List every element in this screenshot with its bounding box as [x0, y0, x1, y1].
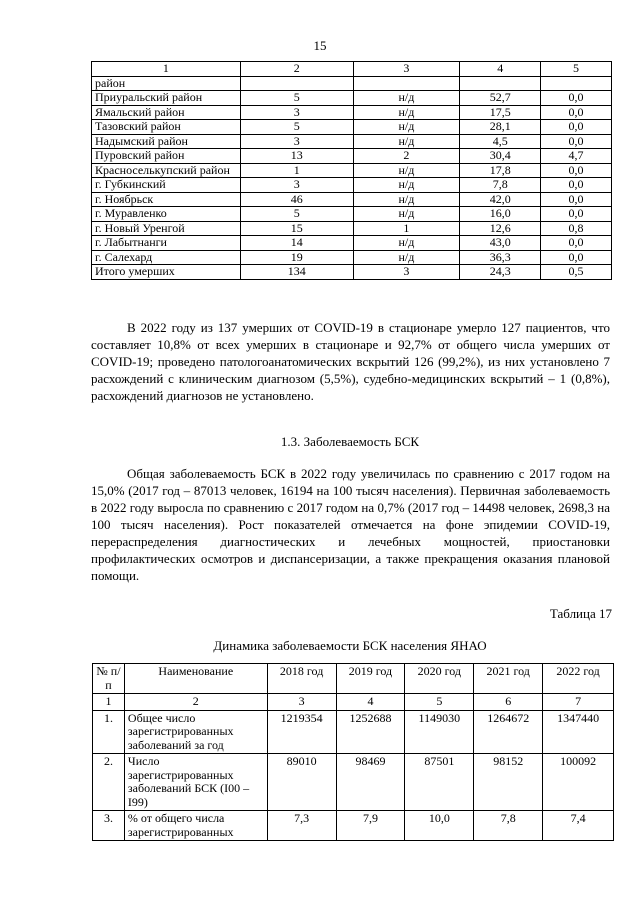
table-cell: 3	[240, 105, 353, 120]
table-header-cell: 2022 год	[543, 664, 614, 694]
section-heading: 1.3. Заболеваемость БСК	[280, 434, 420, 449]
column-number-cell: 1	[93, 694, 125, 711]
region-name-cell: Пуровский район	[92, 149, 241, 164]
table-cell: 19	[240, 250, 353, 265]
table-cell: 17,8	[460, 163, 541, 178]
table-cell: 0,0	[541, 250, 612, 265]
table-cell: 43,0	[460, 236, 541, 251]
table-header-cell: 2020 год	[405, 664, 474, 694]
table-cell: 46	[240, 192, 353, 207]
covid-mortality-paragraph	[91, 319, 610, 404]
region-name-cell: Итого умерших	[92, 265, 241, 280]
year-value-cell: 100092	[543, 754, 614, 811]
table-cell	[353, 76, 460, 91]
table-header-row	[92, 62, 612, 77]
table-cell: 5	[240, 120, 353, 135]
year-value-cell: 87501	[405, 754, 474, 811]
table-cell: 30,4	[460, 149, 541, 164]
table-cell: 24,3	[460, 265, 541, 280]
table-row	[92, 91, 612, 106]
table-cell: 16,0	[460, 207, 541, 222]
table-cell: н/д	[353, 207, 460, 222]
table-cell	[460, 76, 541, 91]
table-header-cell: 3	[353, 62, 460, 77]
table-cell: 28,1	[460, 120, 541, 135]
paragraph-text: В 2022 году из 137 умерших от COVID-19 в стационаре умерло 127 пациентов, что составляет 10,8% от всех умерших в стационаре и 92,7% от общего числа умерших от COVID-19; проведено патологоанатомических вскрытий 126 (99,2%), из них установлено 7 расхождений с клиническим диагнозом (5,5%), судебно-медицинских вскрытий – 1 (0,8%), расхождений диагнозов не установлено.	[91, 320, 610, 403]
table-cell: н/д	[353, 105, 460, 120]
table-header-cell: № п/п	[93, 664, 125, 694]
row-number-cell: 2.	[93, 754, 125, 811]
table-cell: н/д	[353, 163, 460, 178]
table-cell: 0,0	[541, 105, 612, 120]
table-row	[92, 265, 612, 280]
year-value-cell: 1347440	[543, 710, 614, 754]
column-number-cell: 2	[124, 694, 267, 711]
table-row	[93, 811, 614, 841]
region-name-cell: район	[92, 76, 241, 91]
region-name-cell: г. Салехард	[92, 250, 241, 265]
table-cell: 1	[240, 163, 353, 178]
table-row	[92, 236, 612, 251]
indicator-name-cell: Число зарегистрированных заболеваний БСК (I00 – I99)	[124, 754, 267, 811]
table-cell: 3	[353, 265, 460, 280]
table-row	[92, 250, 612, 265]
year-value-cell: 89010	[267, 754, 336, 811]
table-cell: 134	[240, 265, 353, 280]
table-cell: н/д	[353, 236, 460, 251]
table-row	[92, 149, 612, 164]
table-row	[92, 221, 612, 236]
table-cell: н/д	[353, 192, 460, 207]
table-cell: н/д	[353, 120, 460, 135]
mortality-continuation-table	[91, 61, 612, 280]
table-cell: 42,0	[460, 192, 541, 207]
table-cell: 12,6	[460, 221, 541, 236]
row-number-cell: 3.	[93, 811, 125, 841]
table-cell: 0,0	[541, 178, 612, 193]
year-value-cell: 7,9	[336, 811, 405, 841]
region-name-cell: г. Муравленко	[92, 207, 241, 222]
year-value-cell: 7,3	[267, 811, 336, 841]
table-row	[92, 120, 612, 135]
table-row	[92, 134, 612, 149]
bsk-morbidity-paragraph	[91, 465, 610, 584]
year-value-cell: 7,8	[474, 811, 543, 841]
table-column-numbers-row	[93, 694, 614, 711]
table-header-cell: 2	[240, 62, 353, 77]
table-row	[92, 192, 612, 207]
table-header-cell: 4	[460, 62, 541, 77]
region-name-cell: г. Новый Уренгой	[92, 221, 241, 236]
table-cell: 0,8	[541, 221, 612, 236]
table-row	[93, 754, 614, 811]
table-cell: 0,0	[541, 91, 612, 106]
table-row	[92, 163, 612, 178]
table-cell: 0,0	[541, 120, 612, 135]
table-label: Таблица 17	[549, 606, 612, 621]
table-cell: 13	[240, 149, 353, 164]
table-header-cell: 1	[92, 62, 241, 77]
bsk-dynamics-table	[92, 663, 614, 841]
region-name-cell: г. Губкинский	[92, 178, 241, 193]
table-cell: 0,5	[541, 265, 612, 280]
table-cell: 4,5	[460, 134, 541, 149]
column-number-cell: 3	[267, 694, 336, 711]
table-cell: 17,5	[460, 105, 541, 120]
table-cell: 14	[240, 236, 353, 251]
region-name-cell: г. Ноябрьск	[92, 192, 241, 207]
table-cell: 0,0	[541, 207, 612, 222]
table-cell: н/д	[353, 178, 460, 193]
region-name-cell: Ямальский район	[92, 105, 241, 120]
table-header-cell: Наименование	[124, 664, 267, 694]
table-cell: 3	[240, 178, 353, 193]
region-name-cell: Красноселькупский район	[92, 163, 241, 178]
paragraph-text: Общая заболеваемость БСК в 2022 году увеличилась по сравнению с 2017 годом на 15,0% (2017 год – 87013 человек, 16194 на 100 тысяч населения). Первичная заболеваемость в 2022 году выросла по сравнению с 2017 годом на 0,7% (2017 год – 14498 человек, 2698,3 на 100 тысяч населения). Рост показателей отмечается на фоне эпидемии COVID-19, перераспределения диагностических и лечебных мощностей, приостановки профилактических осмотров и диспансеризации, а также прекращения оказания плановой помощи.	[91, 466, 610, 583]
table-cell: 1	[353, 221, 460, 236]
year-value-cell: 1149030	[405, 710, 474, 754]
region-name-cell: г. Лабытнанги	[92, 236, 241, 251]
page-number: 15	[313, 38, 327, 53]
column-number-cell: 7	[543, 694, 614, 711]
table-cell: н/д	[353, 134, 460, 149]
table-cell: 0,0	[541, 134, 612, 149]
column-number-cell: 6	[474, 694, 543, 711]
table-cell: 0,0	[541, 163, 612, 178]
table-row	[92, 178, 612, 193]
indicator-name-cell: % от общего числа зарегистрированных	[124, 811, 267, 841]
region-name-cell: Надымский район	[92, 134, 241, 149]
year-value-cell: 98152	[474, 754, 543, 811]
table-row	[92, 207, 612, 222]
year-value-cell: 7,4	[543, 811, 614, 841]
table-cell: н/д	[353, 91, 460, 106]
table-header-row	[93, 664, 614, 694]
table-cell: 5	[240, 207, 353, 222]
table-cell: 3	[240, 134, 353, 149]
region-name-cell: Приуральский район	[92, 91, 241, 106]
table-cell: 4,7	[541, 149, 612, 164]
table-row	[93, 710, 614, 754]
year-value-cell: 1252688	[336, 710, 405, 754]
table-header-cell: 5	[541, 62, 612, 77]
table-cell: 7,8	[460, 178, 541, 193]
indicator-name-cell: Общее число зарегистрированных заболеваний за год	[124, 710, 267, 754]
column-number-cell: 5	[405, 694, 474, 711]
table-cell: 36,3	[460, 250, 541, 265]
table-header-cell: 2018 год	[267, 664, 336, 694]
table-cell: н/д	[353, 250, 460, 265]
year-value-cell: 10,0	[405, 811, 474, 841]
table-caption: Динамика заболеваемости БСК населения ЯНАО	[213, 638, 487, 653]
table-cell	[541, 76, 612, 91]
table-cell: 15	[240, 221, 353, 236]
table-cell: 0,0	[541, 192, 612, 207]
region-name-cell: Тазовский район	[92, 120, 241, 135]
table-cell: 52,7	[460, 91, 541, 106]
year-value-cell: 1219354	[267, 710, 336, 754]
table-row	[92, 105, 612, 120]
table-row	[92, 76, 612, 91]
year-value-cell: 1264672	[474, 710, 543, 754]
table-header-cell: 2021 год	[474, 664, 543, 694]
table-cell: 0,0	[541, 236, 612, 251]
table-header-cell: 2019 год	[336, 664, 405, 694]
table-cell: 2	[353, 149, 460, 164]
year-value-cell: 98469	[336, 754, 405, 811]
table-cell: 5	[240, 91, 353, 106]
column-number-cell: 4	[336, 694, 405, 711]
table-cell	[240, 76, 353, 91]
row-number-cell: 1.	[93, 710, 125, 754]
